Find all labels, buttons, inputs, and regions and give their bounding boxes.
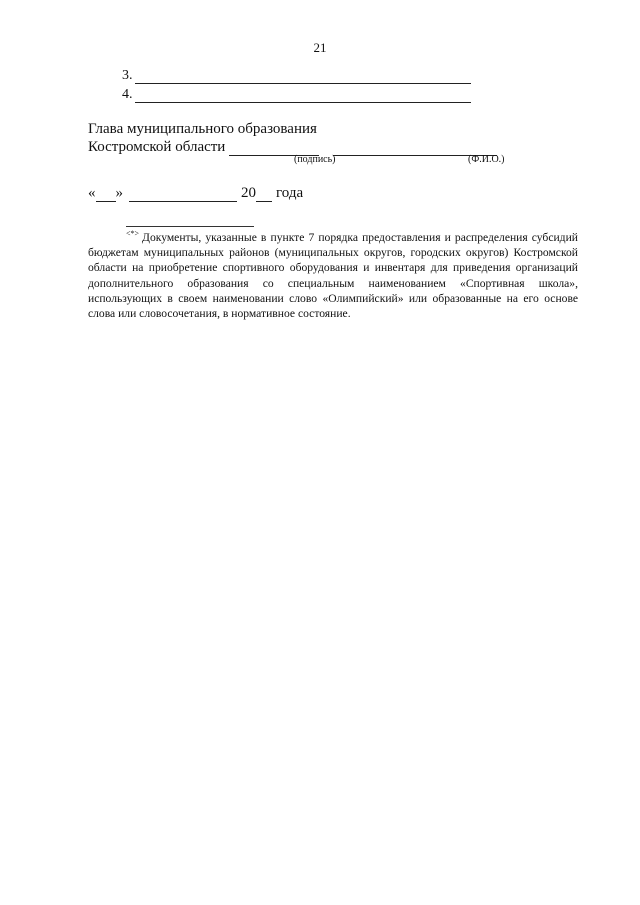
page-number: 21: [313, 40, 327, 55]
date-close-quote: »: [115, 185, 123, 201]
list-item-4-number: 4.: [122, 87, 133, 102]
footnote-marker: <*>: [126, 229, 140, 239]
list-item-3-number: 3.: [122, 68, 133, 83]
date-open-quote: «: [88, 185, 96, 201]
date-year-suffix: года: [276, 185, 304, 201]
signatory-title: Глава муниципального образования: [88, 121, 317, 137]
list-item-3-blank-line: [135, 70, 471, 84]
list-item-4: [122, 87, 471, 103]
list-item-3: [122, 68, 471, 84]
date-row: [88, 184, 303, 202]
signature-caption: (подпись): [294, 154, 336, 165]
fio-caption: (Ф.И.О.): [468, 154, 505, 165]
date-year-prefix: 20: [241, 185, 256, 201]
date-year-blank: [256, 189, 272, 202]
date-day-blank: [96, 189, 116, 202]
signatory-region-row: [88, 138, 497, 156]
footnote: [88, 230, 578, 321]
signatory-region: Костромской области: [88, 139, 226, 155]
footnote-text: Документы, указанные в пункте 7 порядка предоставления и распределения субсидий бюджетам муниципальных районов (муниципальных округов, городских округов) Костромской области на приобретение спортивного оборудования и инвентаря для приведения организаций дополнительного образования со специальным наименованием «Спортивная школа», использующих в своем наименовании слово «Олимпийский» или образованные на его основе слова или словосочетания, в нормативное состояние.: [88, 231, 578, 321]
list-item-4-blank-line: [135, 89, 471, 103]
date-month-blank: [129, 189, 237, 202]
footnote-separator: [126, 226, 254, 227]
